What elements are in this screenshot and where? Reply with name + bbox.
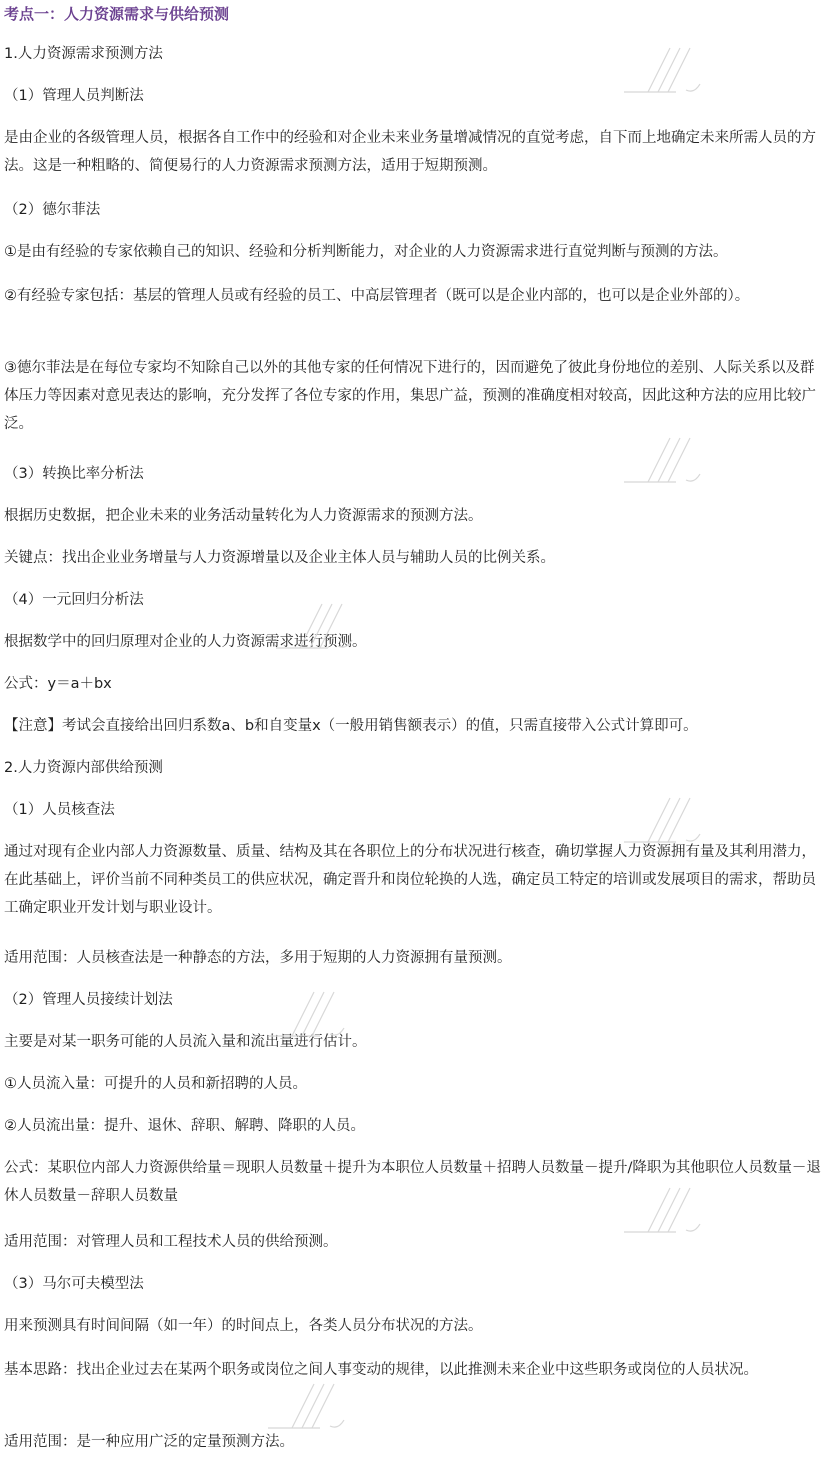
subsection-heading: （3）马尔可夫模型法 <box>4 1276 144 1292</box>
paragraph: 适用范围：是一种应用广泛的定量预测方法。 <box>4 1434 294 1450</box>
paragraph: ①是由有经验的专家依赖自己的知识、经验和分析判断能力，对企业的人力资源需求进行直觉判断与预测的方法。 <box>4 244 728 260</box>
paragraph: 通过对现有企业内部人力资源数量、质量、结构及其在各职位上的分布状况进行核查，确切掌握人力资源拥有量及其利用潜力，在此基础上，评价当前不同种类员工的供应状况，确定晋升和岗位轮换的人选，确定员工特定的培训或发展项目的需求，帮助员工确定职业开发计划与职业设计。 <box>4 844 816 916</box>
paragraph: ①人员流入量：可提升的人员和新招聘的人员。 <box>4 1076 307 1092</box>
subsection-heading: （1）人员核查法 <box>4 802 115 818</box>
section-heading: 2.人力资源内部供给预测 <box>4 760 163 776</box>
paragraph: 基本思路：找出企业过去在某两个职务或岗位之间人事变动的规律，以此推测未来企业中这些职务或岗位的人员状况。 <box>4 1362 758 1378</box>
paragraph: 用来预测具有时间间隔（如一年）的时间点上，各类人员分布状况的方法。 <box>4 1318 483 1334</box>
paragraph: 适用范围：对管理人员和工程技术人员的供给预测。 <box>4 1234 338 1250</box>
formula: 公式：y＝a＋bx <box>4 676 112 692</box>
paragraph: 根据历史数据，把企业未来的业务活动量转化为人力资源需求的预测方法。 <box>4 508 483 524</box>
note: 【注意】考试会直接给出回归系数a、b和自变量x（一般用销售额表示）的值，只需直接带入公式计算即可。 <box>4 718 698 734</box>
subsection-heading: （2）管理人员接续计划法 <box>4 992 173 1008</box>
paragraph: 主要是对某一职务可能的人员流入量和流出量进行估计。 <box>4 1034 367 1050</box>
paragraph: ②有经验专家包括：基层的管理人员或有经验的员工、中高层管理者（既可以是企业内部的，也可以是企业外部的）。 <box>4 288 750 304</box>
paragraph: 根据数学中的回归原理对企业的人力资源需求进行预测。 <box>4 634 367 650</box>
page-title: 考点一：人力资源需求与供给预测 <box>4 5 230 23</box>
paragraph: ③德尔菲法是在每位专家均不知除自己以外的其他专家的任何情况下进行的，因而避免了彼此身份地位的差别、人际关系以及群体压力等因素对意见表达的影响，充分发挥了各位专家的作用，集思广益，预测的准确度相对较高，因此这种方法的应用比较广泛。 <box>4 360 816 432</box>
subsection-heading: （2）德尔菲法 <box>4 202 101 218</box>
paragraph: ②人员流出量：提升、退休、辞职、解聘、降职的人员。 <box>4 1118 365 1134</box>
paragraph: 关键点：找出企业业务增量与人力资源增量以及企业主体人员与辅助人员的比例关系。 <box>4 550 555 566</box>
subsection-heading: （4）一元回归分析法 <box>4 592 144 608</box>
paragraph: 适用范围：人员核查法是一种静态的方法，多用于短期的人力资源拥有量预测。 <box>4 950 512 966</box>
formula: 公式：某职位内部人力资源供给量＝现职人员数量＋提升为本职位人员数量＋招聘人员数量－提升/降职为其他职位人员数量－退休人员数量－辞职人员数量 <box>4 1160 821 1204</box>
subsection-heading: （1）管理人员判断法 <box>4 88 144 104</box>
subsection-heading: （3）转换比率分析法 <box>4 466 144 482</box>
paragraph: 是由企业的各级管理人员，根据各自工作中的经验和对企业未来业务量增减情况的直觉考虑，自下而上地确定未来所需人员的方法。这是一种粗略的、简便易行的人力资源需求预测方法，适用于短期预测。 <box>4 130 816 174</box>
section-heading: 1.人力资源需求预测方法 <box>4 46 163 62</box>
